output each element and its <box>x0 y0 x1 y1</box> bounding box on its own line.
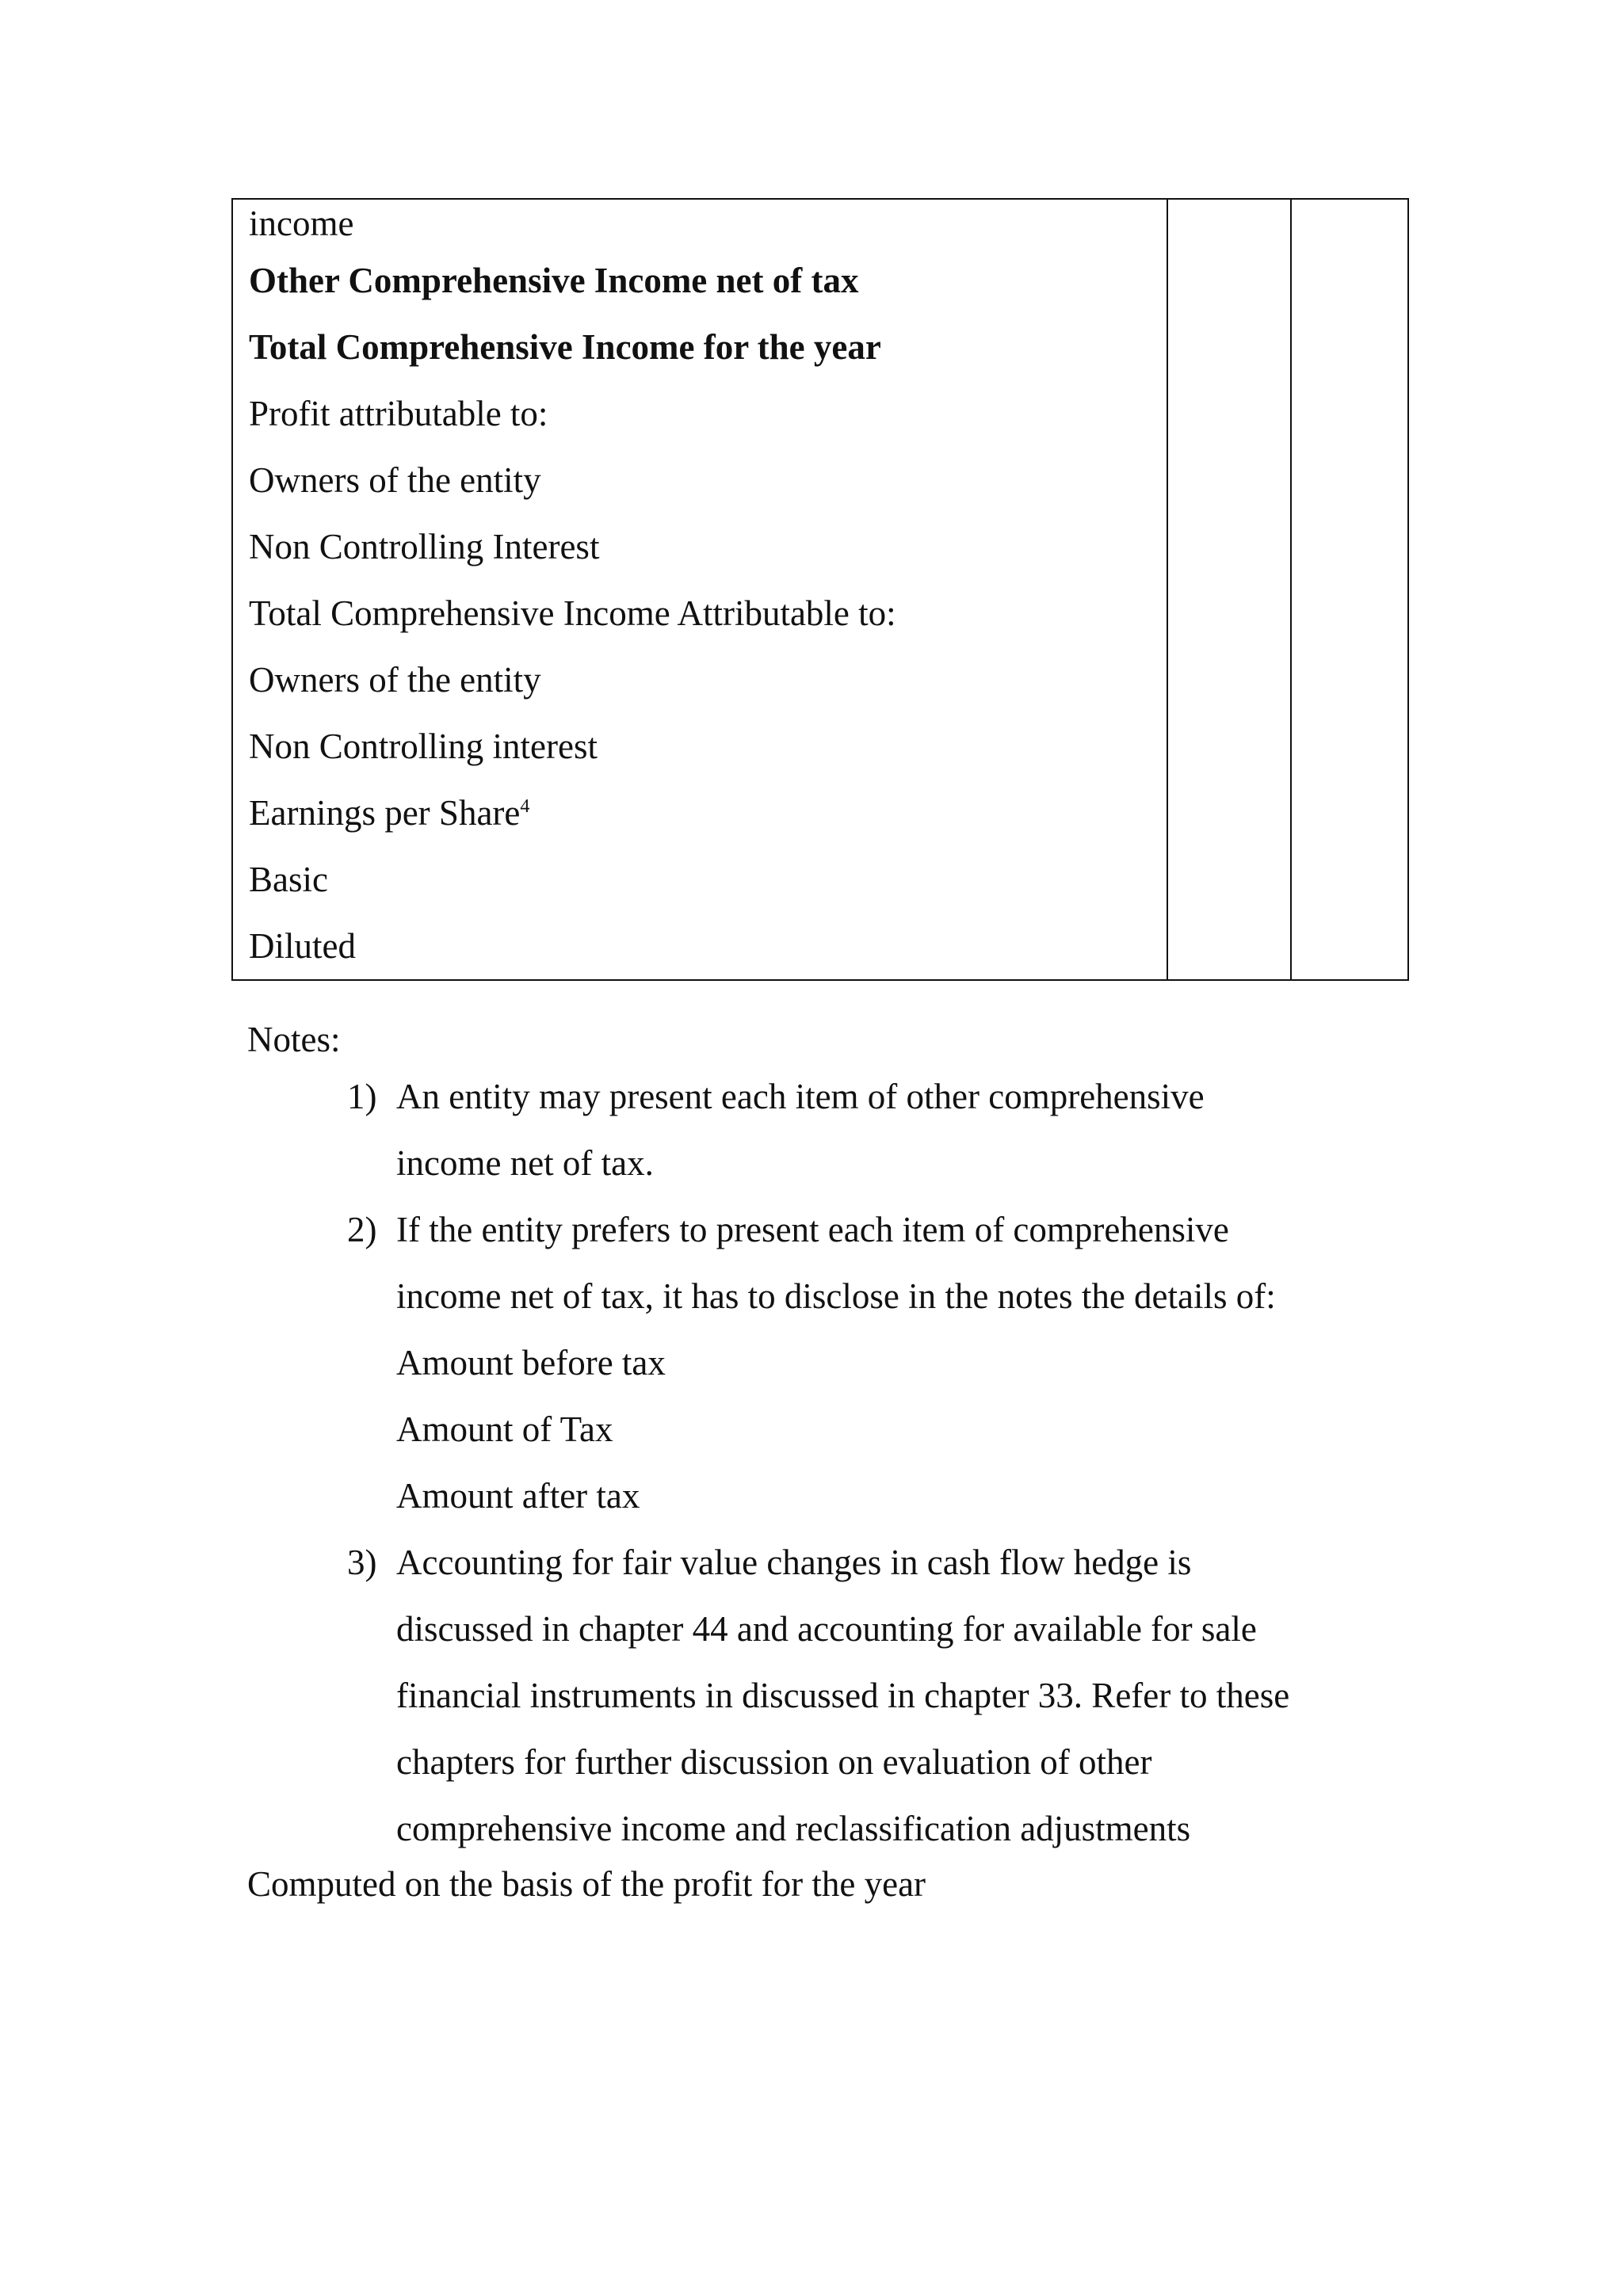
statement-row-earnings-per-share <box>233 780 1167 846</box>
note-line: If the entity prefers to present each item of comprehensive <box>396 1210 1229 1249</box>
note-item <box>247 1063 1436 1196</box>
statement-row: Non Controlling Interest <box>249 527 600 566</box>
note-line: chapters for further discussion on evaluation of other <box>396 1742 1152 1782</box>
note-line: Amount of Tax <box>396 1409 613 1449</box>
statement-row: Basic <box>249 860 328 899</box>
income-statement-table <box>231 198 1409 981</box>
statement-row-label: Earnings per Share <box>249 793 521 833</box>
note-number: 3) <box>347 1543 377 1582</box>
table-body-row <box>232 199 1408 980</box>
note-item <box>247 1196 1436 1529</box>
notes-section <box>247 1016 1436 1862</box>
statement-row: Owners of the entity <box>249 660 541 700</box>
note-line: Accounting for fair value changes in cash flow hedge is <box>396 1543 1192 1582</box>
statement-row: Total Comprehensive Income for the year <box>249 327 881 367</box>
note-line: discussed in chapter 44 and accounting for available for sale <box>396 1609 1257 1649</box>
footnote-marker: 4 <box>520 796 530 817</box>
note-number: 2) <box>347 1210 377 1249</box>
note-line: Amount after tax <box>396 1476 640 1516</box>
statement-row: Owners of the entity <box>249 460 541 500</box>
notes-list <box>247 1063 1436 1862</box>
note-line: An entity may present each item of other comprehensive <box>396 1077 1205 1116</box>
notes-heading: Notes: <box>247 1020 341 1059</box>
description-column <box>232 199 1167 980</box>
note-line: income net of tax. <box>396 1143 654 1183</box>
note-number: 1) <box>347 1077 377 1116</box>
statement-row: Non Controlling interest <box>249 727 598 766</box>
note-line: Amount before tax <box>396 1343 666 1383</box>
note-line: comprehensive income and reclassification adjustments <box>396 1809 1191 1848</box>
statement-row: income <box>249 204 354 243</box>
statement-row: Other Comprehensive Income net of tax <box>249 261 859 300</box>
statement-row: Profit attributable to: <box>249 394 548 433</box>
amount-column-prior <box>1291 199 1408 980</box>
statement-row: Total Comprehensive Income Attributable to: <box>249 593 896 633</box>
footnote-text: Computed on the basis of the profit for the year <box>247 1864 926 1904</box>
note-line: income net of tax, it has to disclose in the notes the details of: <box>396 1276 1276 1316</box>
statement-row: Diluted <box>249 926 356 966</box>
note-line: financial instruments in discussed in chapter 33. Refer to these <box>396 1676 1290 1715</box>
note-item <box>247 1529 1436 1862</box>
amount-column-current <box>1167 199 1291 980</box>
